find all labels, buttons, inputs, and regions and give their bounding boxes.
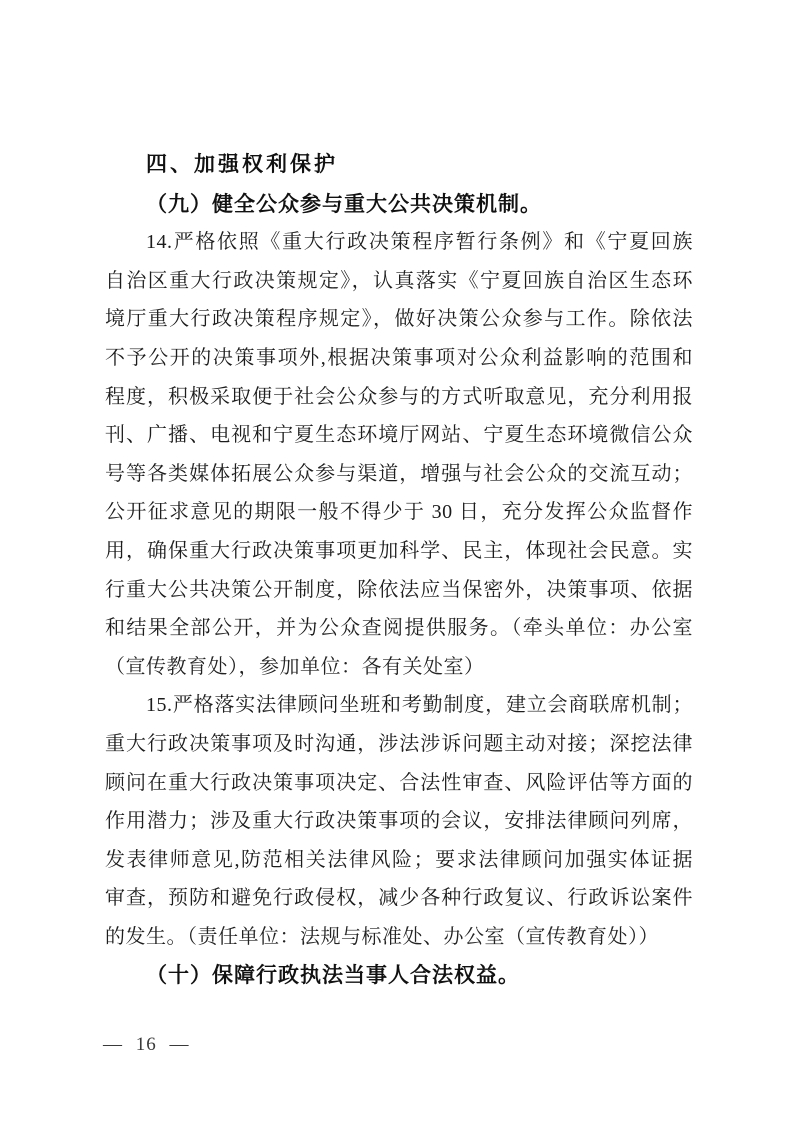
paragraph-14-closing-text: 和结果全部公开，并为公众查阅提供服务。 bbox=[105, 617, 512, 640]
paragraph-14-line: 用，确保重大行政决策事项更加科学、民主，体现社会民意。实 bbox=[105, 539, 693, 562]
paragraph-15-line: 重大行政决策事项及时沟通，涉法涉诉问题主动对接；深挖法律 bbox=[105, 732, 693, 755]
paragraph-15-line: 15.严格落实法律顾问坐班和考勤制度，建立会商联席机制； bbox=[146, 694, 693, 717]
lead-unit-note-start: （牵头单位：办公室 bbox=[511, 617, 694, 640]
paragraph-14-line: 不予公开的决策事项外,根据决策事项对公众利益影响的范围和 bbox=[105, 346, 693, 369]
page-number: — 16 — bbox=[103, 1034, 190, 1055]
paragraph-14-line: 行重大公共决策公开制度，除依法应当保密外，决策事项、依据 bbox=[105, 578, 693, 601]
paragraph-15-line: 顾问在重大行政决策事项决定、合法性审查、风险评估等方面的 bbox=[105, 771, 693, 794]
paragraph-15-line-with-unit-note bbox=[105, 918, 693, 957]
paragraph-14-line: 境厅重大行政决策程序规定》，做好决策公众参与工作。除依法 bbox=[105, 308, 693, 331]
paragraph-14-line-with-unit-note bbox=[105, 609, 693, 648]
paragraph-14-line: 公开征求意见的期限一般不得少于 30 日，充分发挥公众监督作 bbox=[105, 501, 693, 524]
document-body bbox=[105, 146, 693, 995]
responsible-unit-note: （责任单位：法规与标准处、办公室（宣传教育处）） bbox=[187, 925, 659, 948]
lead-unit-note-end: （宣传教育处），参加单位：各有关处室） bbox=[105, 655, 485, 678]
paragraph-14-line: 号等各类媒体拓展公众参与渠道，增强与社会公众的交流互动； bbox=[105, 462, 693, 485]
page-footer bbox=[103, 1034, 190, 1056]
item-9-heading: （九）健全公众参与重大公共决策机制。 bbox=[146, 191, 542, 216]
section-heading: 四、加强权利保护 bbox=[146, 153, 338, 176]
paragraph-15-line: 发表律师意见,防范相关法律风险；要求法律顾问加强实体证据 bbox=[105, 848, 693, 871]
paragraph-15-line: 作用潜力；涉及重大行政决策事项的会议，安排法律顾问列席， bbox=[105, 810, 693, 833]
paragraph-15-line: 审查，预防和避免行政侵权，减少各种行政复议、行政诉讼案件 bbox=[105, 887, 693, 910]
paragraph-14-line: 刊、广播、电视和宁夏生态环境厅网站、宁夏生态环境微信公众 bbox=[105, 424, 693, 447]
paragraph-14-line: 程度，积极采取便于社会公众参与的方式听取意见，充分利用报 bbox=[105, 385, 693, 408]
paragraph-14-line: 自治区重大行政决策规定》，认真落实《宁夏回族自治区生态环 bbox=[105, 269, 693, 292]
paragraph-15-closing-text: 的发生。 bbox=[105, 925, 187, 948]
item-10-heading: （十）保障行政执法当事人合法权益。 bbox=[146, 963, 520, 988]
paragraph-14-line: 14.严格依照《重大行政决策程序暂行条例》和《宁夏回族 bbox=[146, 231, 693, 254]
